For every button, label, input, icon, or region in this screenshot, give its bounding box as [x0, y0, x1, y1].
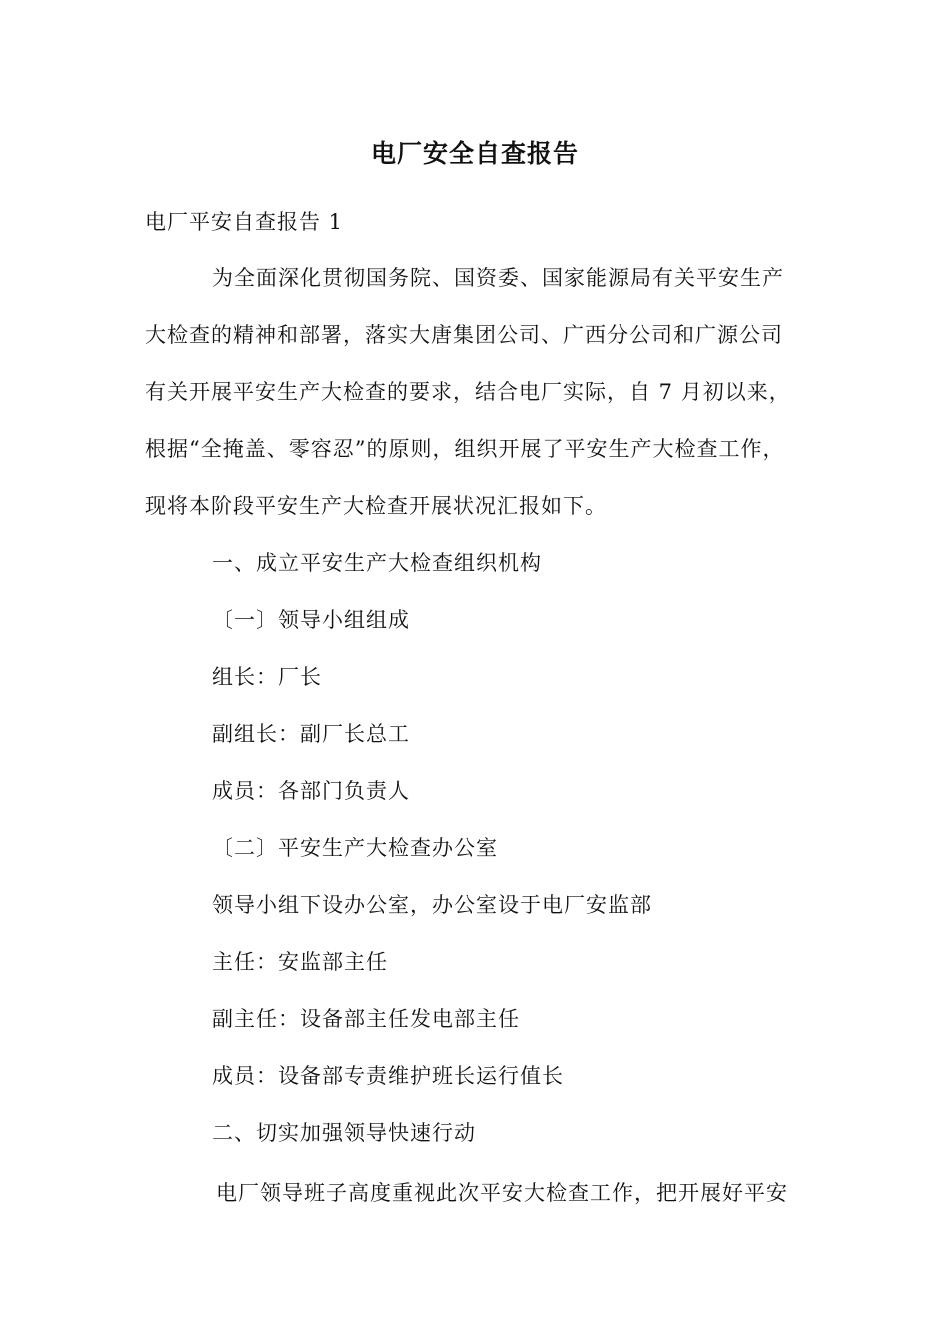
leader-line: 组长：厂长 [212, 665, 322, 689]
report-subtitle: 电厂平安自查报告 1 [145, 210, 344, 234]
members-line: 成员：各部门负责人 [212, 779, 410, 803]
paragraph-line: 根据“全掩盖、零容忍”的原则，组织开展了平安生产大检查工作， [145, 437, 785, 461]
paragraph-line: 大检查的精神和部署，落实大唐集团公司、广西分公司和广源公司 [145, 323, 783, 347]
office-description: 领导小组下设办公室，办公室设于电厂安监部 [212, 893, 652, 917]
members-line: 成员：设备部专责维护班长运行值长 [212, 1064, 564, 1088]
subsection-heading: 〔一〕领导小组组成 [212, 608, 410, 632]
paragraph-line: 为全面深化贯彻国务院、国资委、国家能源局有关平安生产 [212, 266, 784, 290]
document-title: 电厂安全自查报告 [370, 139, 579, 168]
deputy-director-line: 副主任：设备部主任发电部主任 [212, 1007, 520, 1031]
paragraph-line: 现将本阶段平安生产大检查开展状况汇报如下。 [145, 494, 607, 518]
section-heading: 二、切实加强领导快速行动 [212, 1121, 476, 1145]
subsection-heading: 〔二〕平安生产大检查办公室 [212, 836, 498, 860]
paragraph-line: 电厂领导班子高度重视此次平安大检查工作，把开展好平安 [216, 1181, 788, 1205]
director-line: 主任：安监部主任 [212, 950, 388, 974]
paragraph-line: 有关开展平安生产大检查的要求，结合电厂实际，自 7 月初以来， [145, 380, 791, 404]
deputy-leader-line: 副组长：副厂长总工 [212, 722, 410, 746]
section-heading: 一、成立平安生产大检查组织机构 [212, 551, 542, 575]
